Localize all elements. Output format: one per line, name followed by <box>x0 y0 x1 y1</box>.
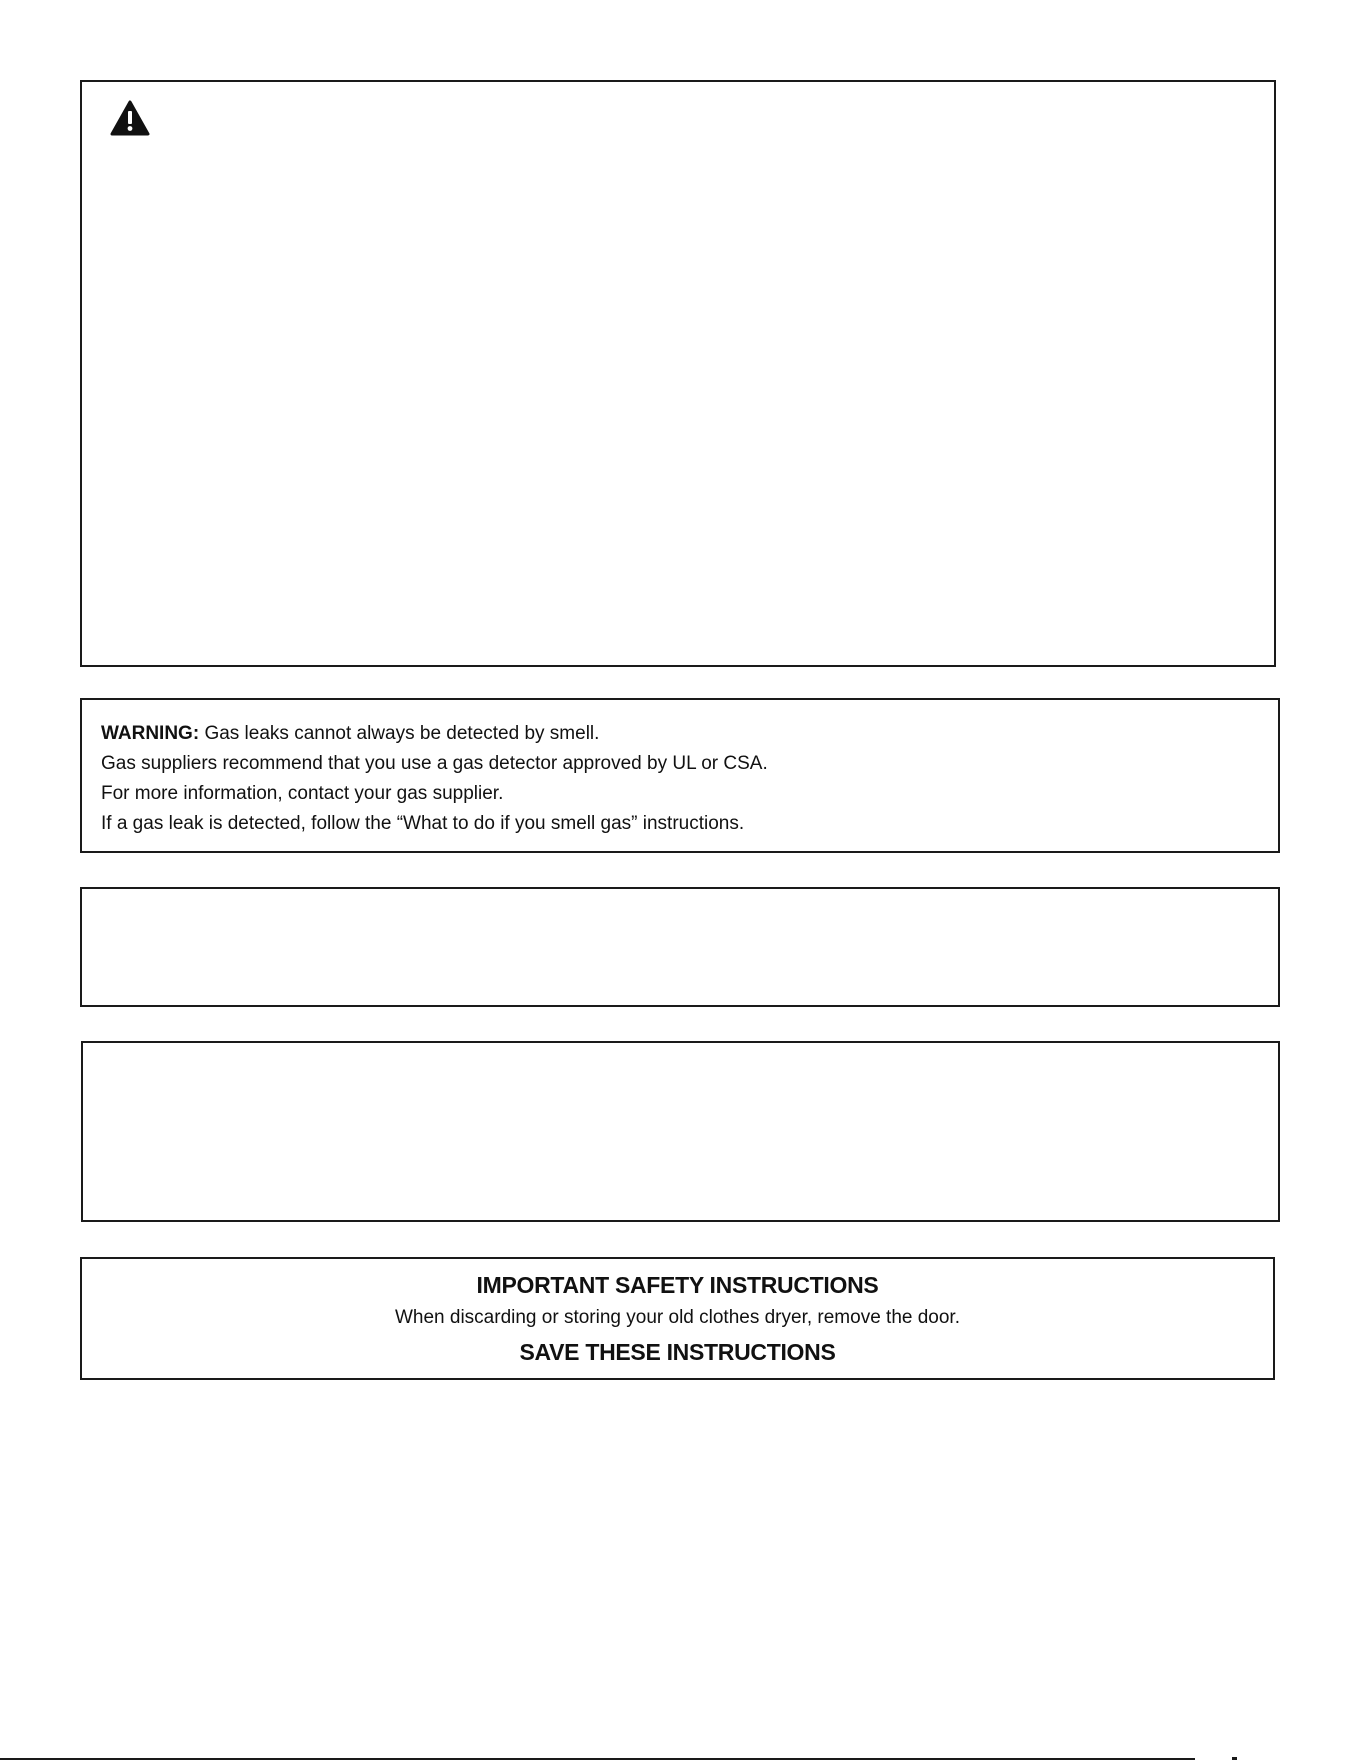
safety-instructions-content <box>82 1271 1273 1366</box>
empty-notice-box-1 <box>80 887 1280 1007</box>
save-instructions-heading: SAVE THESE INSTRUCTIONS <box>519 1339 836 1365</box>
gas-warning-line-1-text: Gas leaks cannot always be detected by smell. <box>204 723 600 744</box>
gas-warning-line-3: For more information, contact your gas supplier. <box>101 783 504 804</box>
safety-title: IMPORTANT SAFETY INSTRUCTIONS <box>476 1272 879 1298</box>
warning-label: WARNING: <box>101 723 200 744</box>
gas-leak-warning-text <box>101 719 768 839</box>
gas-warning-line-1 <box>101 719 768 749</box>
warning-triangle-icon <box>110 100 150 136</box>
warning-box <box>80 80 1276 667</box>
empty-notice-box-2 <box>81 1041 1280 1222</box>
gas-warning-line-2: Gas suppliers recommend that you use a gas detector approved by UL or CSA. <box>101 753 768 774</box>
gas-warning-line-4: If a gas leak is detected, follow the “What to do if you smell gas” instructions. <box>101 813 745 834</box>
footer-mark <box>1232 1757 1237 1760</box>
gas-leak-warning-box <box>80 698 1280 853</box>
footer-rule <box>0 1758 1195 1760</box>
safety-instructions-box <box>80 1257 1275 1380</box>
safety-body: When discarding or storing your old clothes dryer, remove the door. <box>394 1307 960 1328</box>
